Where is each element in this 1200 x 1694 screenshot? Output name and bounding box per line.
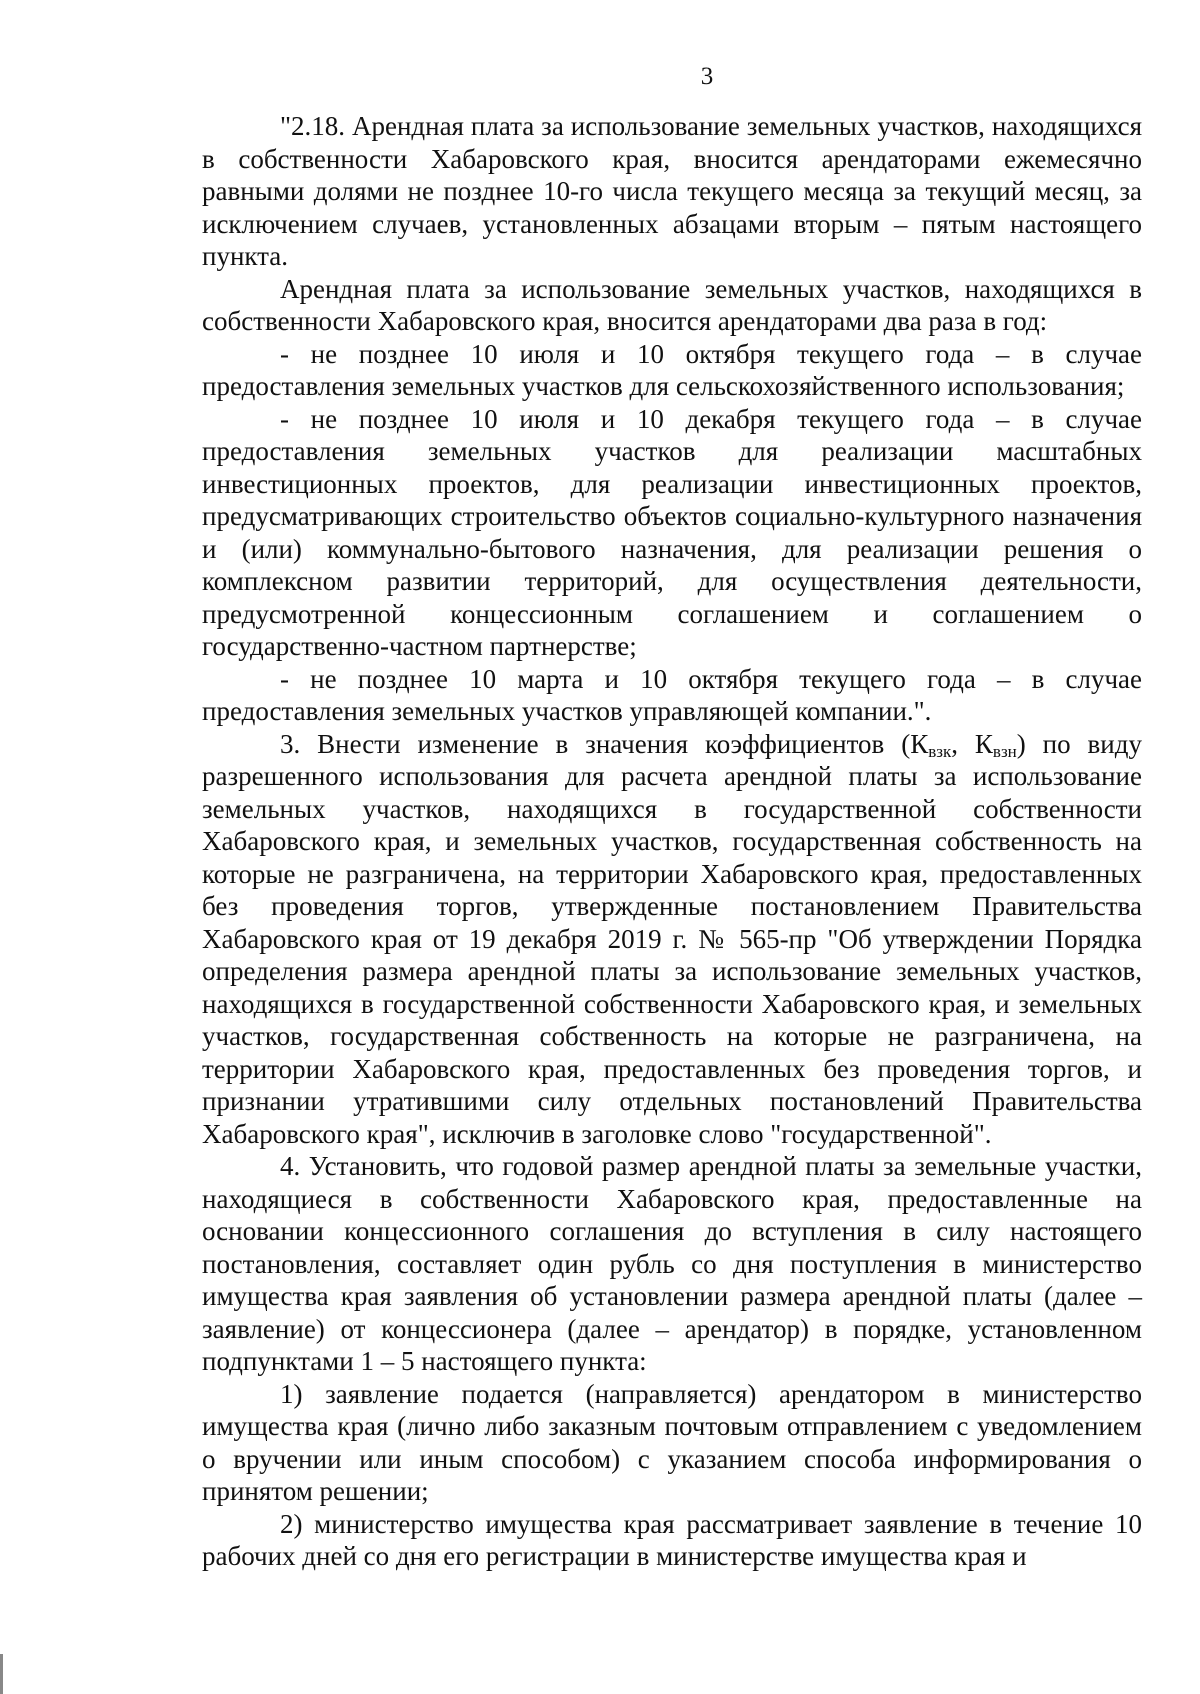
coefficient-subscript-vzk: взк	[928, 741, 952, 761]
paragraph-item-3	[202, 728, 1142, 1151]
paragraph-item-4: 4. Установить, что годовой размер арендной платы за земельные участки, находящиеся в собственности Хабаровского края, предоставленные на основании концессионного соглашения до вступления в силу настоящего постановления, составляет один рубль со дня поступления в министерство имущества края заявления об установлении размера арендной платы (далее – заявление) от концессионера (далее – арендатор) в порядке, установленном подпунктами 1 – 5 настоящего пункта:	[202, 1151, 1142, 1376]
paragraph-twice-a-year: Арендная плата за использование земельных участков, находящихся в собственности Хабаровского края, вносится арендаторами два раза в год:	[202, 273, 1142, 336]
paragraph-subitem-1: 1) заявление подается (направляется) арендатором в министерство имущества края (лично либо заказным почтовым отправлением с уведомлением о вручении или иным способом) с указанием способа информирования о принятом решении;	[202, 1378, 1142, 1506]
paragraph-investment-projects: - не позднее 10 июля и 10 декабря текущего года – в случае предоставления земельных участков для реализации масштабных инвестиционных проектов, для реализации инвестиционных проектов, предусматривающих строительство объектов социально-культурного назначения и (или) коммунально-бытового назначения, для реализации решения о комплексном развитии территорий, для осуществления деятельности, предусмотренной концессионным соглашением и соглашением о государственно-частном партнерстве;	[202, 403, 1142, 661]
page-number: 3	[700, 63, 714, 90]
paragraph-managing-company: - не позднее 10 марта и 10 октября текущего года – в случае предоставления земельных участков управляющей компании.".	[202, 663, 1142, 726]
coefficient-subscript-vzn: взн	[992, 741, 1017, 761]
item-3-mid: , К	[951, 728, 993, 759]
item-3-rest: ) по виду разрешенного использования для расчета арендной платы за использование земельных участков, находящихся в государственной собственности Хабаровского края, и земельных участков, государственная собственность на которые не разграничена, на территории Хабаровского края, предоставленных без проведения торгов, утвержденные постановлением Правительства Хабаровского края от 19 декабря 2019 г. № 565-пр "Об утверждении Порядка определения размера арендной платы за использование земельных участков, находящихся в государственной собственности Хабаровского края, и земельных участков, государственная собственность на которые не разграничена, на территории Хабаровского края, предоставленных без проведения торгов, и признании утратившими силу отдельных постановлений Правительства Хабаровского края", исключив в заголовке слово "государственной".	[202, 728, 1142, 1149]
paragraph-agricultural: - не позднее 10 июля и 10 октября текущего года – в случае предоставления земельных участков для сельскохозяйственного использования;	[202, 338, 1142, 401]
item-3-lead: 3. Внести изменение в значения коэффициентов (К	[280, 728, 929, 759]
paragraph-2-18: "2.18. Арендная плата за использование земельных участков, находящихся в собственности Хабаровского края, вносится арендаторами ежемесячно равными долями не позднее 10-го числа текущего месяца за текущий месяц, за исключением случаев, установленных абзацами вторым – пятым настоящего пункта.	[202, 111, 1142, 271]
paragraph-subitem-2: 2) министерство имущества края рассматривает заявление в течение 10 рабочих дней со дня его регистрации в министерстве имущества края и	[202, 1508, 1142, 1571]
document-body	[202, 110, 1142, 1573]
scan-edge-mark	[0, 1654, 3, 1694]
